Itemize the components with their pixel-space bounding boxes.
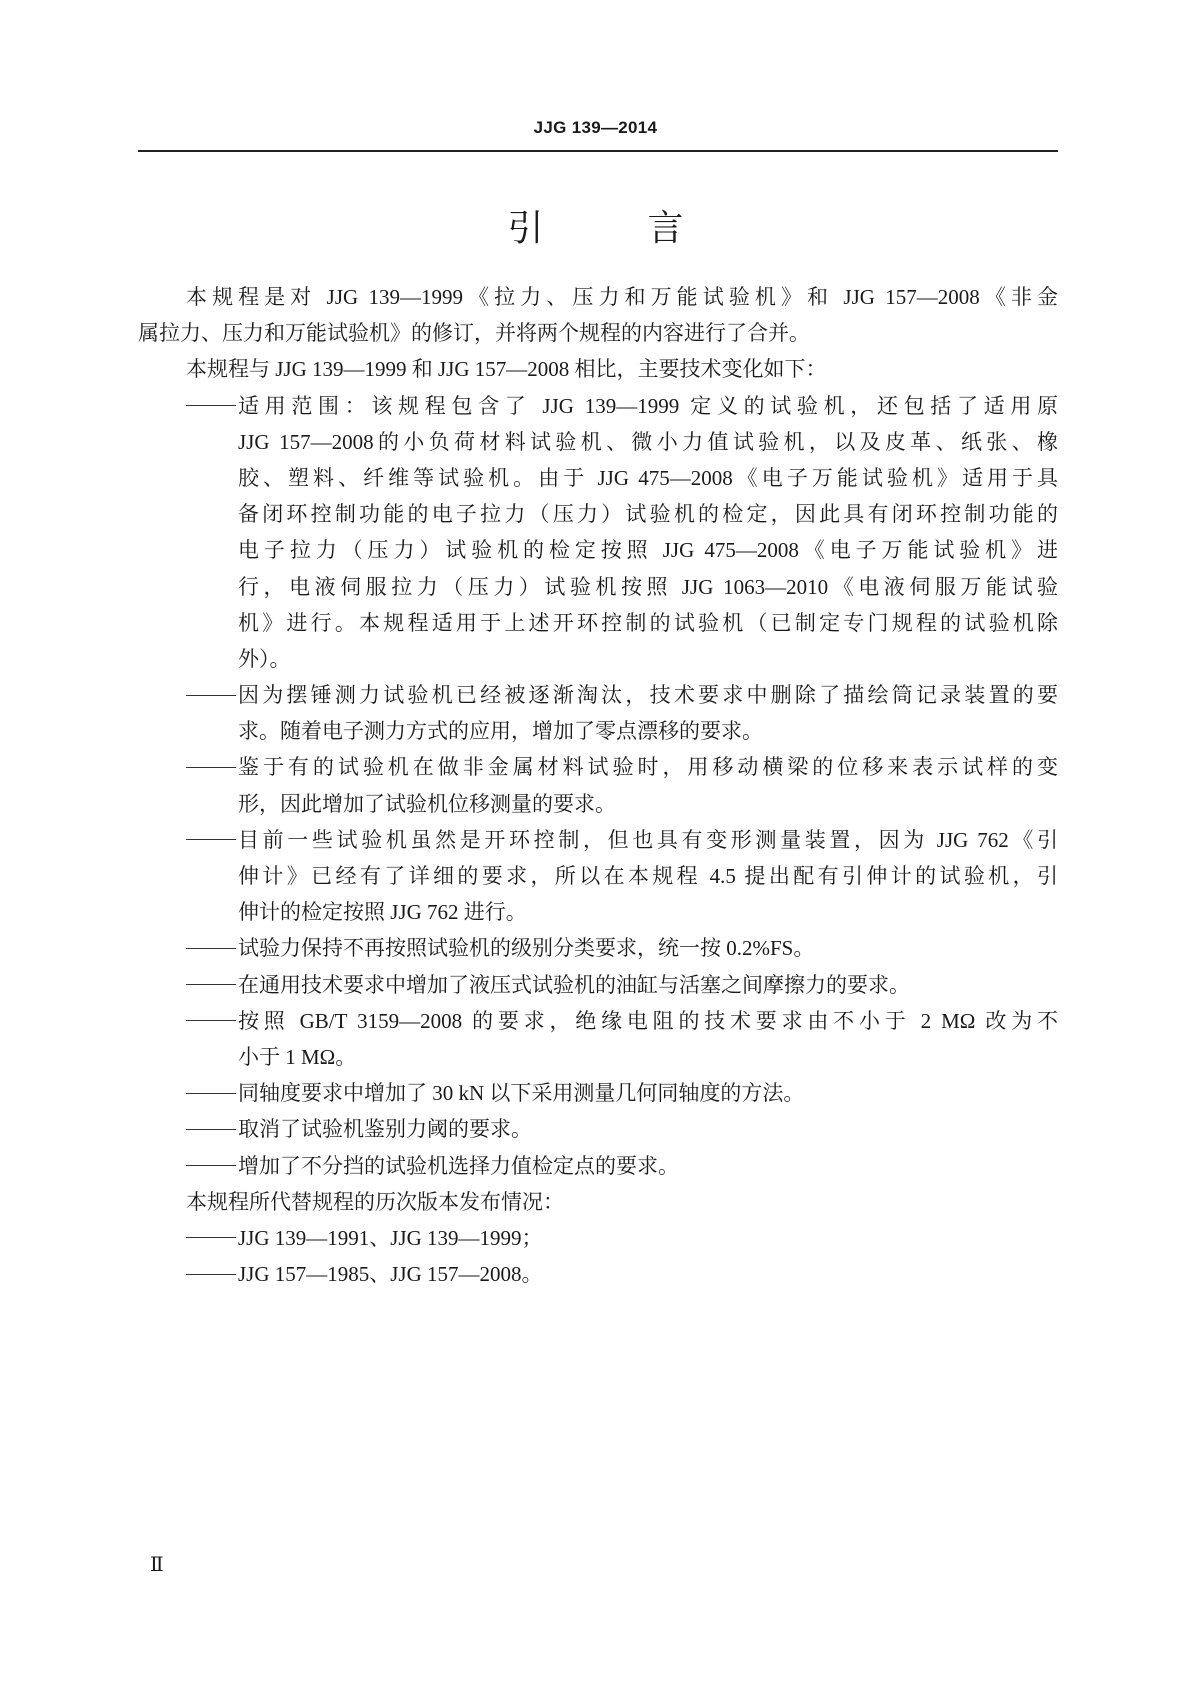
em-dash-bullet (186, 1075, 238, 1111)
text-line: 因为摆锤测力试验机已经被逐渐淘汰，技术要求中删除了描绘筒记录装置的要 (238, 683, 1058, 708)
text-line: 求。随着电子测力方式的应用，增加了零点漂移的要求。 (238, 719, 763, 744)
text-line: 小于 1 MΩ。 (238, 1044, 357, 1069)
text-line: JJG 139—1991、JJG 139—1999； (238, 1225, 543, 1250)
text-line: 本规程所代替规程的历次版本发布情况： (186, 1189, 564, 1214)
text-line: 外）。 (238, 646, 291, 671)
page-number: Ⅱ (150, 1554, 164, 1576)
paragraph (138, 351, 1058, 387)
text-line: 伸计的检定按照 JJG 762 进行。 (238, 900, 527, 925)
list-item (138, 749, 1058, 821)
text-line: 本规程与 JJG 139—1999 和 JJG 157—2008 相比，主要技术变化如下： (186, 357, 827, 382)
text-line: 增加了不分挡的试验机选择力值检定点的要求。 (238, 1153, 679, 1178)
list-item (138, 1256, 1058, 1292)
list-item (138, 388, 1058, 678)
text-line: JJG 157—1985、JJG 157—2008。 (238, 1262, 543, 1287)
text-line: 属拉力、压力和万能试验机》的修订，并将两个规程的内容进行了合并。 (138, 321, 810, 346)
running-header: JJG 139—2014 (533, 118, 658, 137)
em-dash-bullet (186, 1003, 238, 1039)
em-dash-bullet (186, 930, 238, 966)
paragraph (138, 1184, 1058, 1220)
em-dash-bullet (186, 677, 238, 713)
text-line: 适用范围：该规程包含了 JJG 139—1999 定义的试验机，还包括了适用原 (238, 393, 1058, 418)
list-item (138, 1111, 1058, 1147)
list-item (138, 1075, 1058, 1111)
text-line: 伸计》已经有了详细的要求，所以在本规程 4.5 提出配有引伸计的试验机，引 (238, 864, 1058, 888)
list-item (138, 677, 1058, 749)
em-dash-bullet (186, 1256, 238, 1292)
list-item (138, 930, 1058, 966)
em-dash-bullet (186, 1111, 238, 1147)
text-line: JJG 157—2008的小负荷材料试验机、微小力值试验机，以及皮革、纸张、橡 (238, 429, 1058, 454)
list-item (138, 1148, 1058, 1184)
text-line: 形，因此增加了试验机位移测量的要求。 (238, 791, 616, 816)
text-line: 电子拉力（压力）试验机的检定按照 JJG 475—2008《电子万能试验机》进 (238, 538, 1058, 563)
text-line: 本规程是对 JJG 139—1999《拉力、压力和万能试验机》和 JJG 157—2008《非金 (186, 285, 1058, 309)
list-item (138, 967, 1058, 1003)
text-line: 在通用技术要求中增加了液压式试验机的油缸与活塞之间摩擦力的要求。 (238, 972, 910, 997)
text-line: 鉴于有的试验机在做非金属材料试验时，用移动横梁的位移来表示试样的变 (238, 755, 1058, 780)
list-item (138, 1220, 1058, 1256)
text-line: 按照 GB/T 3159—2008 的要求，绝缘电阻的技术要求由不小于 2 MΩ 改为不 (238, 1008, 1058, 1033)
em-dash-bullet (186, 967, 238, 1003)
em-dash-bullet (186, 388, 238, 424)
em-dash-bullet (186, 822, 238, 858)
title-char: 引 (507, 208, 544, 249)
document-body (138, 279, 1058, 1292)
text-line: 备闭环控制功能的电子拉力（压力）试验机的检定，因此具有闭环控制功能的 (238, 502, 1058, 527)
em-dash-bullet (186, 749, 238, 785)
text-line: 试验力保持不再按照试验机的级别分类要求，统一按 0.2%FS。 (238, 936, 815, 961)
text-line: 胶、塑料、纤维等试验机。由于 JJG 475—2008《电子万能试验机》适用于具 (238, 465, 1058, 490)
text-line: 同轴度要求中增加了 30 kN 以下采用测量几何同轴度的方法。 (238, 1081, 805, 1106)
text-line: 机》进行。本规程适用于上述开环控制的试验机（已制定专门规程的试验机除 (238, 610, 1058, 635)
paragraph (138, 279, 1058, 351)
list-item (138, 822, 1058, 931)
page-title (0, 200, 1191, 251)
text-line: 目前一些试验机虽然是开环控制，但也具有变形测量装置，因为 JJG 762《引 (238, 827, 1058, 852)
title-char: 言 (647, 208, 684, 249)
em-dash-bullet (186, 1148, 238, 1184)
list-item (138, 1003, 1058, 1075)
text-line: 行，电液伺服拉力（压力）试验机按照 JJG 1063—2010《电液伺服万能试验 (238, 574, 1058, 599)
text-line: 取消了试验机鉴别力阈的要求。 (238, 1117, 532, 1142)
em-dash-bullet (186, 1220, 238, 1256)
header-rule (138, 150, 1058, 152)
